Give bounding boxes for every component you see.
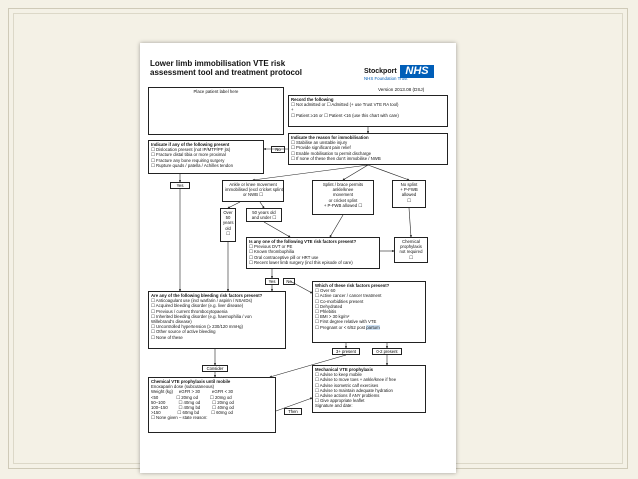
over-50-line: years [223,220,234,226]
bleeding-item[interactable]: ☐ Other source of active bleeding [151,329,216,335]
signature-field[interactable]: Signature and date: [315,403,353,409]
reason-item[interactable]: ☐ Enable mobilisation to permit discharge [291,150,372,156]
over-50-line: Over [223,210,233,215]
ankle-knee-line: Ankle or knee movement [229,182,277,187]
injury-present-heading: Indicate if any of the following present [151,142,230,147]
no-label-2: No [283,278,295,285]
no-splint-line: No splint [400,182,418,187]
bleeding-item[interactable]: ☐ Inherited bleeding disorder (e.g. haemophilia / von [151,313,252,319]
arrow-no-risk [290,281,312,293]
chemical-vte-heading: Chemical VTE prophylaxis until mobile [151,379,231,384]
bleeding-item[interactable]: ☐ Anticoagulant use (incl warfarin / aspirin / NSAIDs) [151,298,253,304]
mech-item[interactable]: ☐ Advise to maintain adequate hydration [315,387,393,393]
title-line-1: Lower limb immobilisation VTE risk [150,59,286,68]
ankle-knee-line: or NWB ☐ [242,192,264,198]
bleeding-item[interactable]: ☐ Uncontrolled hypertension (≥ 230/120 mmHg) [151,324,243,330]
then-label: Then [284,408,302,415]
mech-item[interactable]: ☐ Advise to keep mobile [315,372,362,378]
over-50-line: old [225,225,231,231]
vte-risk-item[interactable]: ☐ Oral contraceptive pill or HRT use [249,254,319,260]
partum-highlight: partum [366,324,380,330]
risk-factor-item[interactable]: ☐ First degree relative with VTE [315,319,377,325]
chem-not-required-line: prophylaxis [400,244,422,250]
title-line-2: assessment tool and treatment protocol [150,68,303,77]
mechanical-vte-heading: Mechanical VTE prophylaxis [315,367,374,372]
chem-not-required-line: ☐ [409,254,413,260]
dose-row[interactable]: >150 ☐ 60mg bd ☐ 60mg od [151,410,233,416]
arrow-ankle-over50 [228,202,240,208]
bleeding-item-cont: Willebrand's disease) [151,319,192,325]
over-50-line: 50 [225,215,231,221]
chem-not-required-line: Chemical [402,239,420,244]
dose-row[interactable]: 100–150 ☐ 40mg bd ☐ 40mg od [151,405,234,411]
splint-line: ankle/knee [332,187,354,193]
reason-item[interactable]: ☐ Stabilise an unstable injury [291,140,348,146]
risk-factor-item[interactable]: ☐ Over 60 [315,288,336,294]
injury-item[interactable]: ☐ Fracture any bone requiring surgery [151,157,225,163]
dose-table-header: Weight (kg) eGFR > 30 eGFR < 30 [151,389,234,395]
record-admission-checkbox[interactable]: ☐ Not admitted or ☐ Admitted (+ use Trust VTE RA tool) [291,102,399,108]
yes-label-2: Yes [265,278,279,285]
bleeding-item[interactable]: ☐ None of these [151,334,183,340]
splint-line: + P-FWB allowed ☐ [323,202,363,208]
dose-row[interactable]: 50–100 ☐ 40mg od ☐ 20mg od [151,399,234,405]
no-splint-line: + P-FWB [400,187,418,193]
risk-factor-item[interactable]: ☐ Dehydrated [315,303,343,309]
arrow-reason-splint [343,165,368,180]
flow-arrows [140,43,456,473]
arrow-reason-ankle [253,165,368,180]
risk-factor-item[interactable]: ☐ Active cancer / cancer treatment [315,293,382,299]
reason-item[interactable]: ☐ Provide significant pain relief [291,145,351,151]
patient-label-text: Place patient label here [193,89,239,94]
arrow-under50-vte [264,222,290,237]
pregnant-text: ☐ Pregnant or < 6/52 post [315,324,366,330]
splint-line: Splint / brace permits [322,182,364,187]
yes-connector-label: Yes [170,182,190,189]
risk-factor-item[interactable]: ☐ Co-morbidities present [315,298,364,304]
under-50-line: and under ☐ [251,215,277,221]
bleeding-item[interactable]: ☐ Previous / current thrombocytopaenia [151,308,228,314]
version-label: Version 2013.08 (DSJ) [378,87,425,92]
mech-item[interactable]: ☐ Advise actions if ANY problems [315,393,380,399]
mech-item[interactable]: ☐ Give appropriate leaflet [315,398,365,404]
splint-line: movement [332,192,354,198]
risk-factors-heading: Which of these risk factors present? [315,283,390,288]
consider-label: Consider [202,365,228,372]
enoxaparin-line: Enoxaparin dose (subcutaneous) [151,384,215,390]
record-plus: + [291,107,294,113]
mech-item[interactable]: ☐ Advise isometric calf exercises [315,382,379,388]
ankle-knee-line: immobilised (excl cricket splint) [225,187,285,193]
reason-heading: Indicate the reason for immobilisation [291,135,369,140]
injury-item[interactable]: ☐ Rupture quads / patella / Achilles tendon [151,162,233,168]
reason-item[interactable]: ☐ If none of these then don't immobilise / NWB [291,155,381,161]
vte-risk-item[interactable]: ☐ Recent lower limb surgery (incl this episode of care) [249,259,353,265]
injury-item[interactable]: ☐ Dislocation present (not IP/MTP/PF jts) [151,147,231,153]
vte-risk-heading: Is any one of the following VTE risk factors present? [249,239,357,244]
record-heading: Record the following [291,97,334,102]
no-splint-line: allowed [401,192,417,198]
three-plus-label: 3+ present [332,348,360,355]
splint-line: or cricket splint [328,197,358,203]
vte-risk-item[interactable]: ☐ Known thrombophilia [249,249,295,255]
mech-item[interactable]: ☐ Advise to move toes + ankle/knee if free [315,377,397,383]
bleeding-heading: Are any of the following bleeding risk factors present? [151,293,263,298]
none-given-checkbox[interactable]: ☐ None given – state reason: [151,415,208,421]
record-age-checkbox[interactable]: ☐ Patient ≥16 or ☐ Patient <16 (use this chart with care) [291,112,399,118]
arrow-then-mech [276,398,312,411]
arrow-ankle-under50 [260,202,264,208]
arrow-3plus-chem [270,355,346,377]
vte-risk-item[interactable]: ☐ Previous DVT or PE [249,244,293,250]
no-splint-line: ☐ [407,197,411,203]
org-name: Stockport [364,68,397,75]
zero-two-label: 0-2 present [372,348,402,355]
trust-name: NHS Foundation Trust [364,76,408,81]
under-50-line: 50 years old [252,210,276,215]
over-50-line: ☐ [226,230,230,236]
injury-item[interactable]: ☐ Fracture distal tibia or more proximal [151,152,226,158]
bleeding-item[interactable]: ☐ Acquired bleeding disorder (e.g. liver disease) [151,303,244,309]
protocol-document [140,43,456,473]
dose-row[interactable]: <50 ☐ 20mg od ☐ 20mg od [151,394,232,400]
nhs-logo: NHS [400,65,434,78]
arrow-nosplint-chem [409,208,411,237]
risk-factor-item[interactable]: ☐ BMI > 30 kg/m² [315,314,350,320]
no-connector-label: No [271,146,285,153]
chem-not-required-line: not required [399,249,423,255]
arrow-splint-vte [330,215,343,237]
risk-factor-item[interactable]: ☐ Phlebitis [315,309,337,315]
arrow-reason-nosplint [368,165,409,180]
